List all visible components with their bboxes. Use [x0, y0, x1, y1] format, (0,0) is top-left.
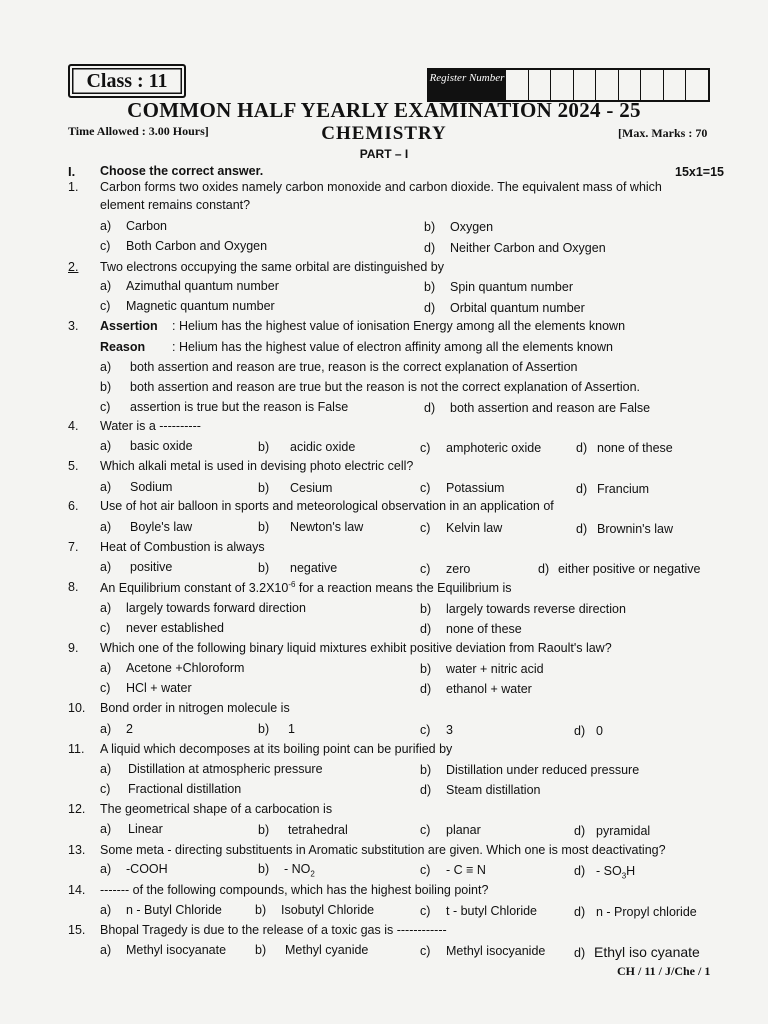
option-d: d) Orbital quantum number	[424, 301, 585, 315]
option-c: c) amphoteric oxide	[420, 441, 542, 455]
option-c: c) Potassium	[420, 481, 505, 495]
register-cell	[528, 70, 551, 100]
option-b: b) Isobutyl Chloride	[255, 903, 375, 917]
option-a: a) Methyl isocyanate	[100, 943, 227, 957]
question-number: 7.	[68, 540, 79, 554]
question-number: 8.	[68, 580, 79, 594]
option-b: b) Oxygen	[424, 220, 494, 234]
question-text: Which one of the following binary liquid mixtures exhibit positive deviation from Raoult's law?	[100, 641, 612, 655]
option-c: c) Both Carbon and Oxygen	[100, 239, 268, 253]
question-text: ------- of the following compounds, which has the highest boiling point?	[100, 883, 489, 897]
question-text: Use of hot air balloon in sports and meteorological observation in an application of	[100, 499, 554, 513]
option-a: a) positive	[100, 560, 173, 574]
question-number: 12.	[68, 802, 86, 816]
option-b: b) tetrahedral	[258, 823, 348, 837]
question-text: Some meta - directing substituents in Aromatic substitution are given. Which one is most deactivating?	[100, 843, 666, 857]
option-a: a) basic oxide	[100, 439, 193, 453]
option-d: d) 0	[574, 724, 603, 738]
question-number: 5.	[68, 459, 79, 473]
option-a: a) 2	[100, 722, 133, 736]
question-number: 15.	[68, 923, 86, 937]
assertion-line: Assertion : Helium has the highest value of ionisation Energy among all the elements known	[100, 319, 626, 333]
option-c: c) - C ≡ N	[420, 863, 486, 877]
section-title: Choose the correct answer.	[100, 164, 264, 178]
option-b: b) both assertion and reason are true but the reason is not the correct explanation of Assertion.	[100, 380, 641, 394]
option-d: d) Steam distillation	[420, 783, 541, 797]
question-text: Two electrons occupying the same orbital are distinguished by	[100, 260, 444, 274]
option-a: a) largely towards forward direction	[100, 601, 306, 615]
option-b: b) Distillation under reduced pressure	[420, 763, 640, 777]
option-c: c) HCl + water	[100, 681, 192, 695]
class-label: Class : 11	[68, 64, 186, 98]
question-number: 1.	[68, 180, 79, 194]
register-cell	[573, 70, 596, 100]
question-number: 13.	[68, 843, 86, 857]
question-text: Water is a ----------	[100, 419, 201, 433]
option-b: b) 1	[258, 722, 295, 736]
question-number: 2.	[68, 260, 79, 274]
time-allowed: Time Allowed : 3.00 Hours]	[68, 124, 209, 138]
page-code: CH / 11 / J/Che / 1	[617, 964, 711, 978]
option-a: a) n - Butyl Chloride	[100, 903, 222, 917]
option-a: a) Azimuthal quantum number	[100, 279, 279, 293]
question-text: An Equilibrium constant of $3.2X10^{-6}$ for a reaction means the Equilibrium is	[100, 580, 512, 596]
register-cell	[685, 70, 708, 100]
option-c: c) Magnetic quantum number	[100, 299, 275, 313]
option-d: d) none of these	[576, 441, 673, 455]
register-cell	[505, 70, 528, 100]
register-number-box	[427, 68, 710, 102]
question-text: Which alkali metal is used in devising photo electric cell?	[100, 459, 414, 473]
option-d: d) Ethyl iso cyanate	[574, 944, 700, 960]
section-score: 15x1=15	[675, 165, 725, 179]
question-text: Heat of Combustion is always	[100, 540, 265, 554]
question-text: A liquid which decomposes at its boiling point can be purified by	[100, 742, 453, 756]
option-b: b) Methyl cyanide	[255, 943, 369, 957]
option-d: d) Francium	[576, 482, 650, 496]
exam-title: COMMON HALF YEARLY EXAMINATION 2024 - 25	[127, 98, 641, 122]
question-number: 11.	[68, 742, 85, 756]
option-b: b) acidic oxide	[258, 440, 356, 454]
option-b: b) largely towards reverse direction	[420, 602, 626, 616]
option-b: b) water + nitric acid	[420, 662, 544, 676]
option-b: b) Cesium	[258, 481, 333, 495]
option-c: c) zero	[420, 562, 471, 576]
section-number: I.	[68, 164, 76, 179]
option-d: d) both assertion and reason are False	[424, 401, 651, 415]
option-a: a) Carbon	[100, 219, 167, 233]
reason-line: Reason : Helium has the highest value of electron affinity among all the elements known	[100, 340, 613, 354]
option-c: c) t - butyl Chloride	[420, 904, 538, 918]
option-b: b) Newton's law	[258, 520, 364, 534]
option-a: a) Linear	[100, 822, 163, 836]
option-c: c) assertion is true but the reason is False	[100, 400, 349, 414]
question-text-continued: element remains constant?	[100, 198, 251, 212]
option-d: d) Neither Carbon and Oxygen	[424, 241, 606, 255]
register-number-label: Register Number	[429, 70, 505, 100]
subject-title: CHEMISTRY	[321, 123, 447, 144]
question-text: Bhopal Tragedy is due to the release of a toxic gas is ------------	[100, 923, 447, 937]
register-cell	[550, 70, 573, 100]
option-c: c) Fractional distillation	[100, 782, 242, 796]
question-number: 9.	[68, 641, 79, 655]
option-d: d) either positive or negative	[538, 562, 701, 576]
option-d: d) none of these	[420, 622, 522, 636]
register-cell	[640, 70, 663, 100]
max-marks: [Max. Marks : 70	[618, 126, 708, 140]
question-number: 6.	[68, 499, 79, 513]
option-c: c) Methyl isocyanide	[420, 944, 546, 958]
register-cell	[663, 70, 686, 100]
option-a: a) Acetone +Chloroform	[100, 661, 245, 675]
option-d: $d) - SO_3H$	[574, 864, 636, 881]
register-cell	[595, 70, 618, 100]
option-c: c) never established	[100, 621, 224, 635]
option-b: b) Spin quantum number	[424, 280, 573, 294]
register-cell	[618, 70, 641, 100]
option-d: d) ethanol + water	[420, 682, 532, 696]
question-number: 3.	[68, 319, 79, 333]
option-d: d) n - Propyl chloride	[574, 905, 697, 919]
part-heading: PART – I	[359, 147, 409, 161]
option-a: a) both assertion and reason are true, reason is the correct explanation of Assertion	[100, 360, 578, 374]
option-a: a) Boyle's law	[100, 520, 193, 534]
question-text: The geometrical shape of a carbocation is	[100, 802, 333, 816]
option-b: b) negative	[258, 561, 338, 575]
option-d: d) Brownin's law	[576, 522, 674, 536]
option-a: a) Distillation at atmospheric pressure	[100, 762, 323, 776]
option-d: d) pyramidal	[574, 824, 651, 838]
option-c: c) 3	[420, 723, 453, 737]
question-text: Bond order in nitrogen molecule is	[100, 701, 290, 715]
question-number: 4.	[68, 419, 79, 433]
option-a: a) Sodium	[100, 480, 173, 494]
question-number: 14.	[68, 883, 86, 897]
option-c: c) planar	[420, 823, 481, 837]
question-text: Carbon forms two oxides namely carbon monoxide and carbon dioxide. The equivalent mass of which	[100, 180, 662, 194]
option-c: c) Kelvin law	[420, 521, 503, 535]
option-b: $b) - NO_2$	[258, 862, 315, 879]
option-a: a) -COOH	[100, 862, 168, 876]
question-number: 10.	[68, 701, 86, 715]
